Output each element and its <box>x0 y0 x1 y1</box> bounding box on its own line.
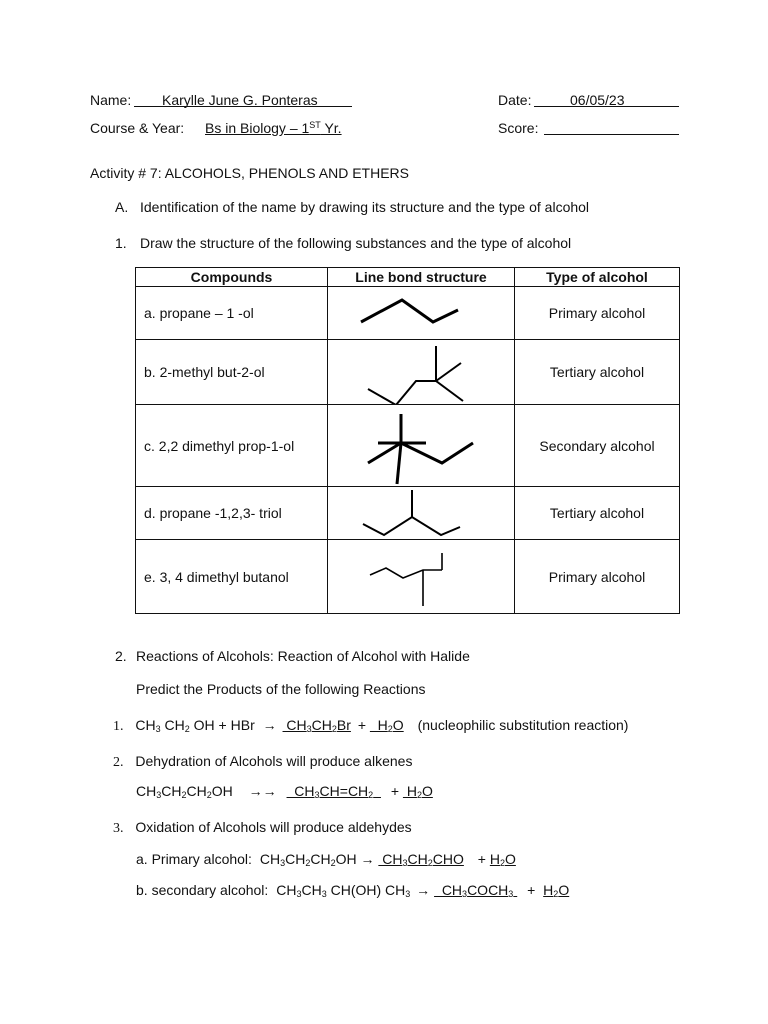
reaction-2-product-2: $H_2O$ <box>402 783 433 800</box>
compounds-table <box>135 267 680 614</box>
name-label: Name: <box>90 92 132 108</box>
dimethylbutanol-structure-drawing <box>329 541 514 613</box>
date-underline <box>534 106 679 107</box>
line-bond-structure <box>328 287 515 340</box>
line-bond-structure <box>328 405 515 487</box>
alcohol-type: Primary alcohol <box>515 287 680 340</box>
compound-name: a. propane – 1 -ol <box>136 287 328 340</box>
item-1-marker: 1. <box>115 235 127 251</box>
alcohol-type: Primary alcohol <box>515 540 680 614</box>
dimethylpropanol-structure-drawing <box>329 406 514 486</box>
reaction-1-reactant: $CH_3$ $CH_2$ OH + HBr <box>135 717 255 734</box>
reaction-3a-product-2: $H_2O$ <box>489 851 516 868</box>
propanetriol-structure-drawing <box>329 488 514 539</box>
reaction-1-note: (nucleophilic substitution reaction) <box>417 717 629 733</box>
propanol-structure-drawing <box>329 288 514 339</box>
line-bond-structure <box>328 540 515 614</box>
reaction-2-reactant: $CH_3CH_2CH_2OH$ <box>136 783 233 800</box>
compound-name: d. propane -1,2,3- triol <box>136 487 328 540</box>
compound-name: e. 3, 4 dimethyl butanol <box>136 540 328 614</box>
activity-title: Activity # 7: ALCOHOLS, PHENOLS AND ETHERS <box>90 165 409 181</box>
reaction-2: $CH_3CH_2CH_2OH \to\to CH_3CH=CH_2$ + $H_2O$ <box>136 783 433 800</box>
alcohol-type: Secondary alcohol <box>515 405 680 487</box>
section-a-text: Identification of the name by drawing its structure and the type of alcohol <box>140 199 590 215</box>
item-2-subtext: Predict the Products of the following Reactions <box>136 681 426 697</box>
table-row <box>136 287 680 340</box>
reaction-1-product-2: $H_2O$ <box>369 717 404 734</box>
reaction-3a-product-1: $CH_3CH_2CHO$ <box>378 851 464 868</box>
name-value: Karylle June G. Ponteras <box>162 92 318 108</box>
compound-name: b. 2-methyl but-2-ol <box>136 340 328 405</box>
reaction-3b-product-2: $H_2O$ <box>543 882 570 899</box>
course-value: Bs in Biology – 1ST Yr. <box>205 120 342 136</box>
header-line-bond-structure: Line bond structure <box>328 268 515 287</box>
table-row <box>136 540 680 614</box>
header-type-of-alcohol: Type of alcohol <box>515 268 680 287</box>
line-bond-structure <box>328 487 515 540</box>
item-2-text: Reactions of Alcohols: Reaction of Alcohol with Halide <box>136 648 470 664</box>
reaction-3b-product-1: $CH_3COCH_3$ <box>434 882 514 899</box>
date-value: 06/05/23 <box>570 92 625 108</box>
reaction-3b: b. secondary alcohol: $CH_3CH_3$ CH(OH) $CH_3$ → $CH_3COCH_3 + H_2O$ <box>136 882 570 899</box>
reaction-2-product-1: $CH_3CH=CH_2$ <box>286 783 374 800</box>
line-bond-structure <box>328 340 515 405</box>
section-a-marker: A. <box>115 199 129 215</box>
table-row <box>136 340 680 405</box>
date-label: Date: <box>498 92 532 108</box>
reaction-3-title-line: 3. Oxidation of Alcohols will produce aldehydes <box>113 819 412 836</box>
table-row <box>136 487 680 540</box>
reaction-3a: a. Primary alcohol: $CH_3CH_2CH_2OH \to CH_3CH_2CHO + H_2O$ <box>136 851 516 868</box>
reaction-1-product-1: $CH_3CH_2Br$ <box>282 717 351 734</box>
table-header-row <box>136 268 680 287</box>
reaction-1: 1. $CH_3$ $CH_2$ OH + HBr → $CH_3CH_2Br + H_2O$ (nucleophilic substitution reaction) <box>113 717 629 734</box>
score-label: Score: <box>498 120 539 136</box>
table-row <box>136 405 680 487</box>
name-underline <box>134 106 352 107</box>
reaction-2-title-line: 2. Dehydration of Alcohols will produce alkenes <box>113 753 413 770</box>
compound-name: c. 2,2 dimethyl prop-1-ol <box>136 405 328 487</box>
methylbutanol-structure-drawing <box>329 341 514 404</box>
score-underline <box>544 134 679 135</box>
course-label: Course & Year: <box>90 120 185 136</box>
alcohol-type: Tertiary alcohol <box>515 487 680 540</box>
alcohol-type: Tertiary alcohol <box>515 340 680 405</box>
reaction-3b-reactant: $CH_3CH_3$ CH(OH) $CH_3$ <box>276 882 411 899</box>
reaction-3a-reactant: $CH_3CH_2CH_2OH$ <box>259 851 357 868</box>
item-2-marker: 2. <box>115 648 127 664</box>
item-1-text: Draw the structure of the following substances and the type of alcohol <box>140 235 572 251</box>
header-compounds: Compounds <box>136 268 328 287</box>
